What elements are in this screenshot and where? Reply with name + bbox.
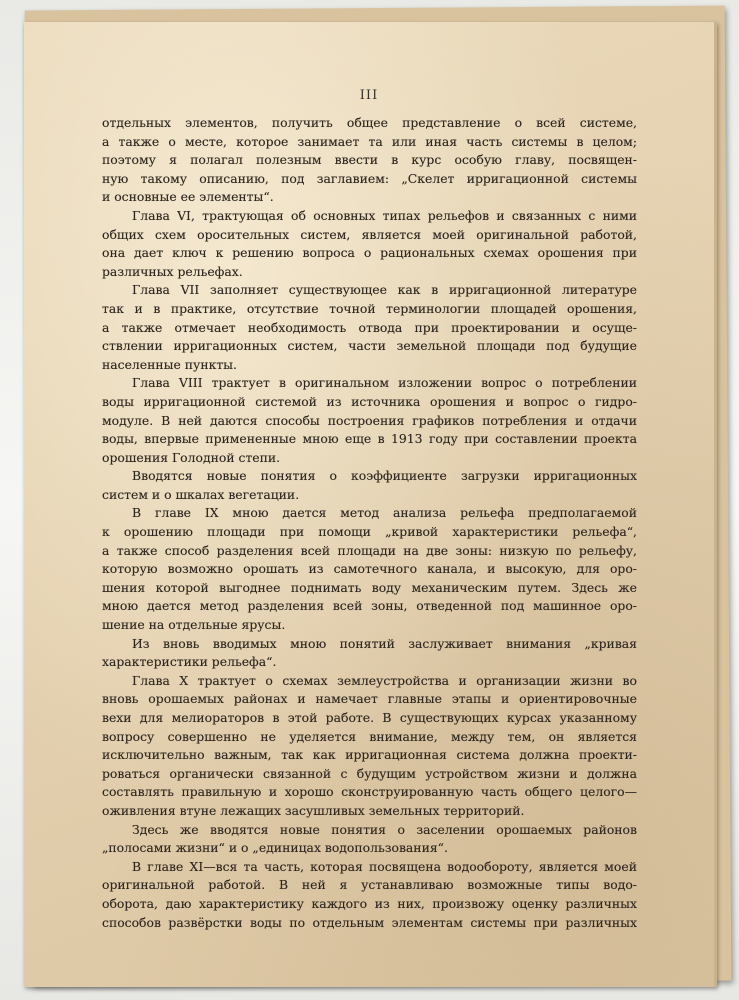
text-line: ствлении ирригационных систем, части земельной площади под будущие: [102, 338, 637, 354]
text-line: роваться органически связанной с будущим устройством жизни и должна: [102, 765, 637, 781]
text-line: вехи для мелиораторов в этой работе. В существующих курсах указанному: [102, 710, 637, 725]
text-line: которую возможно орошать из самотечного канала, и высокую, для оро-: [102, 561, 637, 577]
text-line: оживления втуне лежащих засушливых земельных территорий.: [102, 802, 525, 818]
body-text: [102, 114, 637, 932]
text-line: Из вновь вводимых мною понятий заслуживает внимания „кривая: [132, 635, 637, 651]
text-line: Глава X трактует о схемах землеустройства и организации жизни во: [132, 672, 637, 688]
text-line: Глава VI, трактующая об основных типах рельефов и связанных с ними: [132, 207, 637, 223]
text-line: шение на отдельные ярусы.: [102, 617, 286, 633]
text-line: В главе XI—вся та часть, которая посвящена водообороту, является моей: [132, 858, 637, 874]
text-line: Глава VII заполняет существующее как в ирригационной литературе: [132, 282, 637, 298]
text-line: модуле. В ней даются способы построения графиков потребления и отдачи: [102, 412, 637, 428]
text-line: составлять правильную и хорошо сконструированную часть общего целого—: [102, 784, 637, 800]
text-line: способов развёрстки воды по отдельным элементам системы при различных: [102, 914, 637, 930]
text-line: вновь орошаемых районах и намечает главные этапы и ориентировочные: [102, 691, 637, 707]
text-line: к орошению площади при помощи „кривой характеристики рельефа“,: [102, 524, 637, 540]
text-line: и основные ее элементы“.: [102, 189, 274, 205]
text-line: орошения Голодной степи.: [102, 449, 281, 465]
text-line: а также отмечает необходимость отвода при проектировании и осуще-: [102, 319, 637, 335]
text-line: различных рельефах.: [102, 263, 243, 279]
text-line: оборота, даю характеристику каждого из них, произвожу оценку различных: [102, 895, 637, 911]
text-line: характеристики рельефа“.: [102, 654, 277, 670]
text-line: поэтому я полагал полезным ввести в курс особую главу, посвящен-: [102, 152, 637, 168]
text-line: исключительно важным, так как ирригационная система должна проекти-: [102, 747, 637, 763]
text-line: Здесь же вводятся новые понятия о заселении орошаемых районов: [132, 821, 637, 837]
document-page: [24, 22, 717, 987]
text-line: так и в практике, отсутствие точной терминологии площадей орошения,: [102, 300, 637, 316]
text-line: вопросу совершенно не уделяется внимание, между тем, он является: [102, 728, 637, 744]
text-line: шения которой выгоднее поднимать воду механическим путем. Здесь же: [102, 579, 637, 595]
text-line: а также способ разделения всей площади на две зоны: низкую по рельефу,: [102, 542, 637, 558]
text-line: „полосами жизни“ и о „единицах водопользования“.: [102, 840, 448, 856]
text-line: отдельных элементов, получить общее представление о всей системе,: [102, 115, 637, 130]
text-line: систем и о шкалах вегетации.: [102, 486, 300, 502]
text-line: общих схем оросительных систем, является моей оригинальной работой,: [102, 226, 637, 242]
text-line: Глава VIII трактует в оригинальном изложении вопрос о потреблении: [132, 375, 637, 391]
text-line: Вводятся новые понятия о коэффициенте загрузки ирригационных: [132, 468, 637, 484]
text-line: а также о месте, которое занимает та или иная часть системы в целом;: [102, 133, 637, 149]
text-line: ную такому описанию, под заглавием: „Скелет ирригационной системы: [102, 170, 637, 186]
text-line: оригинальной работой. В ней я устанавливаю возможные типы водо-: [102, 877, 637, 893]
text-line: мною дается метод разделения всей зоны, отведенной под машинное оро-: [102, 598, 637, 614]
page-number: III: [359, 88, 379, 103]
text-line: воды, впервые примененные мною еще в 1913 году при составлении проекта: [102, 431, 637, 447]
text-line: В главе IX мною дается метод анализа рельефа предполагаемой: [132, 505, 637, 521]
text-line: воды ирригационной системой из источника орошения и вопрос о гидро-: [102, 393, 637, 409]
text-line: населенные пункты.: [102, 356, 237, 372]
text-line: она дает ключ к решению вопроса о рациональных схемах орошения при: [102, 245, 637, 261]
